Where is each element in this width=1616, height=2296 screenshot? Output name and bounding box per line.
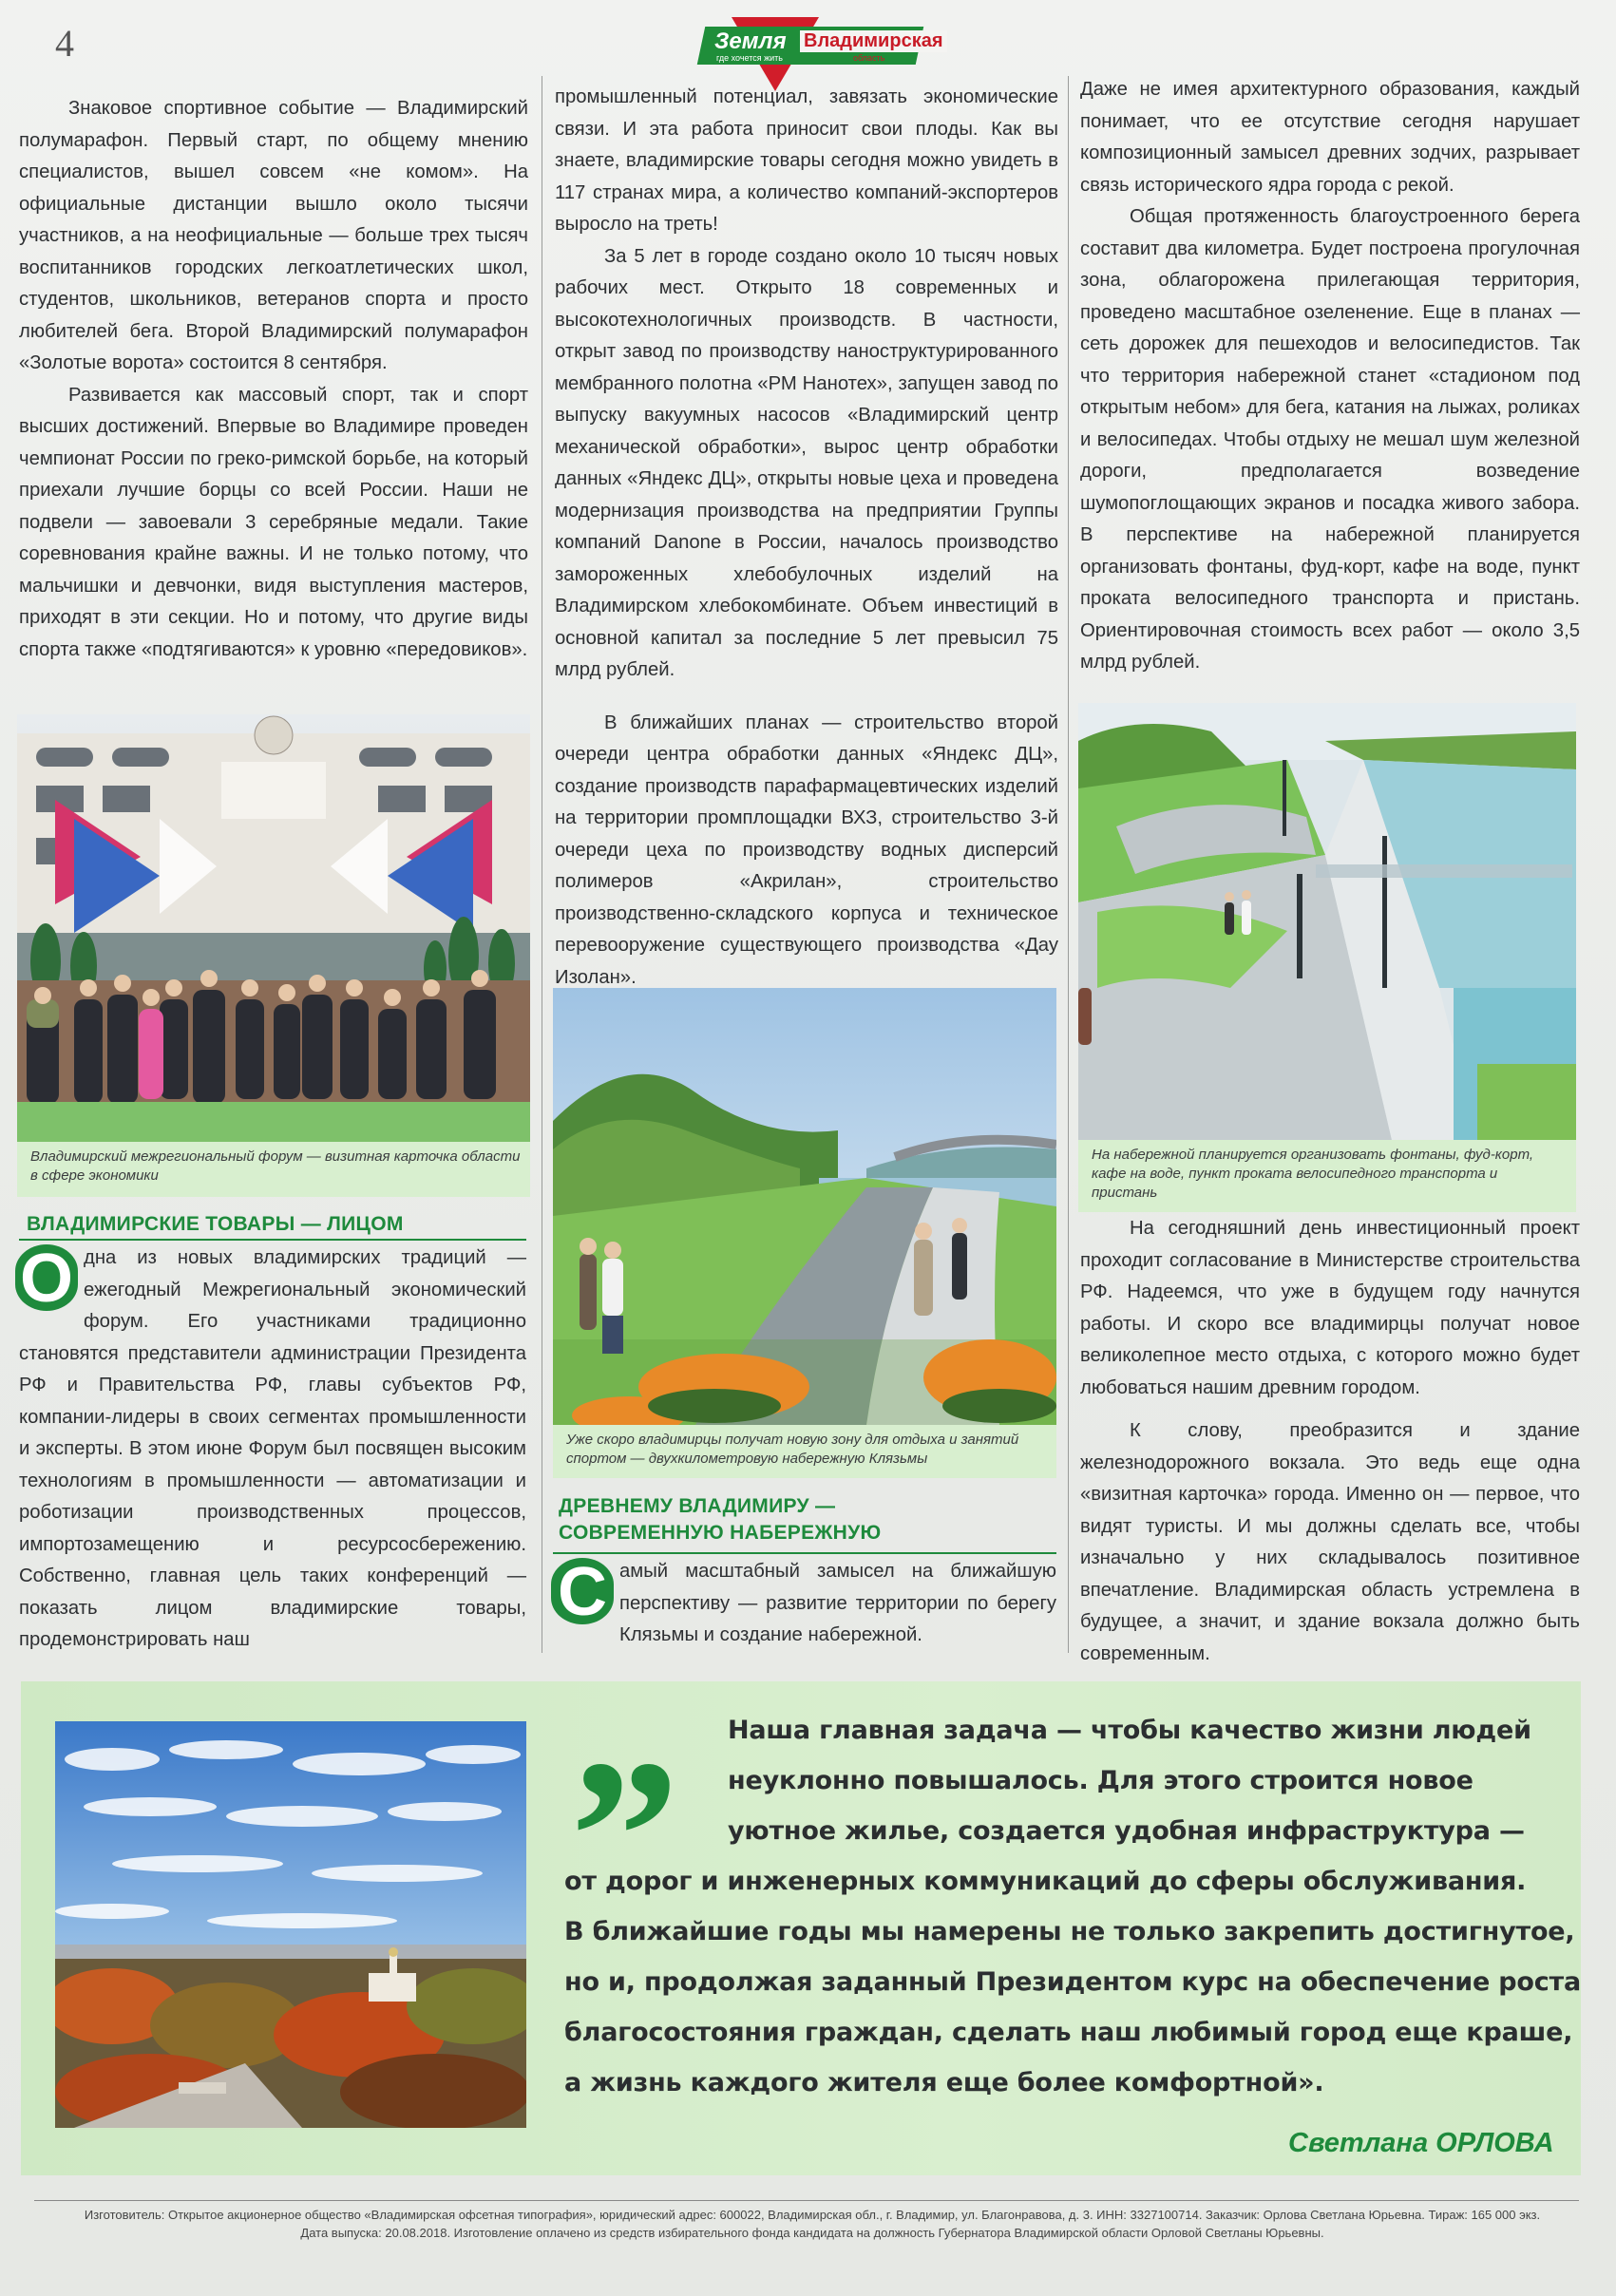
forum-photo-caption: Владимирский межрегиональный форум — визитная карточка области в сфере экономики bbox=[17, 1142, 530, 1197]
col3-paragraph-1: Даже не имея архитектурного образования, каждый понимает, что ее отсутствие сегодня нарушает композиционный замысел древних зодчих, разрывает связь исторического ядра города с рекой. bbox=[1080, 79, 1580, 196]
col2-paragraph-1: промышленный потенциал, завязать экономические связи. И эта работа приносит свои плоды. Как вы знаете, владимирские товары сегодня можно увидеть в 117 странах мира, а количество компаний-экспортеров выросло на треть! bbox=[555, 86, 1058, 235]
column-3-text bbox=[1080, 74, 1580, 679]
col3-paragraph-2: Общая протяженность благоустроенного берега составит два километра. Будет построена прогулочная зона, облагорожена прилегающая территория, проведено масштабное озеленение. Еще в планах — сеть дорожек для пешеходов и велосипедистов. Так что территория набережной станет «стадионом под открытым небом» для бега, катания на лыжах, роликах и велосипедах. Чтобы отдыху не мешал шум железной дороги, предполагается возведение шумопоглощающих экранов и посадка живого забора. В перспективе на набережной планируется организовать фонтаны, фуд-корт, кафе на воде, пункт проката велосипедного транспорта и пристань. Ориентировочная стоимость всех работ — около 3,5 млрд рублей. bbox=[1080, 206, 1580, 673]
quote-line-3: уютное жилье, создается удобная инфраструктура — bbox=[728, 1816, 1525, 1846]
col3-paragraph-3: На сегодняшний день инвестиционный проект проходит согласование в Министерстве строительства РФ. Надеемся, что уже в будущем году начнутся работы. И скоро все владимирцы получат новое великолепное место отдыха, с которого можно будет любоваться нашим древним городом. bbox=[1080, 1218, 1580, 1398]
heading-vladimir-goods: ВЛАДИМИРСКИЕ ТОВАРЫ — ЛИЦОМ bbox=[27, 1213, 404, 1235]
quote-text bbox=[564, 1705, 1582, 2108]
logo-word-zemlya: Земля bbox=[714, 28, 787, 54]
city-aerial-photo bbox=[55, 1721, 526, 2128]
article-embankment-text: амый масштабный замысел на ближайшую перспективу — развитие территории по берегу Клязьмы и создание набережной. bbox=[619, 1561, 1056, 1645]
footer-divider bbox=[34, 2200, 1579, 2201]
article-embankment bbox=[555, 1556, 1056, 1652]
promenade-photo-image bbox=[1078, 703, 1576, 1140]
promenade-photo bbox=[1078, 703, 1576, 1140]
city-aerial-photo-image bbox=[55, 1721, 526, 2128]
forum-photo bbox=[17, 714, 530, 1142]
heading-embankment-line-2: СОВРЕМЕННУЮ НАБЕРЕЖНУЮ bbox=[559, 1522, 882, 1544]
quote-line-8: а жизнь каждого жителя еще более комфортной». bbox=[564, 2068, 1324, 2097]
heading-underline-embankment bbox=[553, 1552, 1056, 1554]
quote-line-6: но и, продолжая заданный Президентом курс на обеспечение роста bbox=[564, 1967, 1582, 1997]
quote-line-7: благосостояния граждан, сделать наш любимый город еще краше, bbox=[564, 2018, 1573, 2047]
heading-modern-embankment bbox=[559, 1493, 881, 1546]
newspaper-logo bbox=[694, 17, 943, 91]
column-divider-2 bbox=[1068, 76, 1069, 1653]
embankment-photo-image bbox=[553, 988, 1056, 1425]
quote-line-5: В ближайшие годы мы намерены не только закрепить достигнутое, bbox=[564, 1917, 1575, 1946]
imprint-line-2: Дата выпуска: 20.08.2018. Изготовление оплачено из средств избирательного фонда кандидата на должность Губернатора Владимирской области Орловой Светланы Юрьевны. bbox=[300, 2226, 1324, 2240]
heading-underline-goods bbox=[19, 1239, 526, 1241]
article-goods-text: дна из новых владимирских традиций — ежегодный Межрегиональный экономический форум. Его участниками традиционно становятся представители администрации Президента РФ и Правительства РФ, главы субъектов РФ, компании-лидеры в своих сегментах промышленности и эксперты. В этом июне Форум был посвящен высоким технологиям в промышленности — автоматизации и роботизации производственных процессов, импортозамещению и ресурсосбережению. Собственно, главная цель таких конференций — показать лицом владимирские товары, продемонстрировать наш bbox=[19, 1247, 526, 1650]
article-vladimir-goods bbox=[19, 1243, 526, 1657]
embankment-photo bbox=[553, 988, 1056, 1425]
dropcap-s: С bbox=[551, 1558, 614, 1624]
column-1-text bbox=[19, 93, 528, 666]
col2-paragraph-2: За 5 лет в городе создано около 10 тысяч новых рабочих мест. Открыто 18 современных и высокотехнологичных производств. В частности, открыт завод по производству наноструктурированного мембранного полотна «РМ Нанотех», запущен завод по выпуску вакуумных насосов «Владимирский центр механической обработки», вырос центр обработки данных «Яндекс ДЦ», открыты новые цеха и проведена модернизация производства на предприятии Группы компаний Danone в России, началось производство замороженных хлебобулочных изделий на Владимирском хлебокомбинате. Объем инвестиций в основной капитал за последние 5 лет превысил 75 млрд рублей. bbox=[555, 245, 1058, 680]
column-3-text-continued bbox=[1080, 1213, 1580, 1670]
imprint-line-1: Изготовитель: Открытое акционерное общество «Владимирская офсетная типография», юридический адрес: 600022, Владимирская обл., г. Владимир, ул. Благонравова, д. 3. ИНН: 3327100714. Заказчик: Орлова Светлана Юрьевна. Тираж: 165 000 экз. bbox=[84, 2208, 1541, 2222]
page-number: 4 bbox=[55, 22, 74, 65]
col2-paragraph-3: В ближайших планах — строительство второй очереди центра обработки данных «Яндекс ДЦ», создание производств парафармацевтических изделий на территории промплощадки ВХЗ, строительство 3-й очереди цеха по производству водных дисперсий полимеров «Акрилан», строительство производственно-складского корпуса и техническое перевооружение существующего производства «Дау Изолан». bbox=[555, 712, 1058, 988]
column-2-text bbox=[555, 82, 1058, 994]
promenade-photo-caption: На набережной планируется организовать фонтаны, фуд-корт, кафе на воде, пункт проката велосипедного транспорта и пристань bbox=[1078, 1140, 1576, 1212]
forum-photo-image bbox=[17, 714, 530, 1142]
col3-paragraph-4: К слову, преобразится и здание железнодорожного вокзала. Это ведь еще одна «визитная карточка» города. Именно он — первое, что видят туристы. И мы должны сделать все, чтобы изначально у них складывалось позитивное впечатление. Владимирская область устремлена в будущее, а значит, и здание вокзала должно быть современным. bbox=[1080, 1420, 1580, 1664]
dropcap-o: О bbox=[15, 1244, 78, 1311]
embankment-photo-caption: Уже скоро владимирцы получат новую зону для отдыха и занятий спортом — двухкилометровую набережную Клязьмы bbox=[553, 1425, 1056, 1478]
col1-paragraph-1: Знаковое спортивное событие — Владимирский полумарафон. Первый старт, по общему мнению специалистов, вышел совсем «не комом». На официальные дистанции вышло около тысячи участников, а на неофициальные — больше трех тысяч воспитанников городских легкоатлетических школ, студентов, школьников, ветеранов спорта и просто любителей бега. Второй Владимирский полумарафон «Золотые ворота» состоится 8 сентября. bbox=[19, 98, 528, 373]
quote-author: Светлана ОРЛОВА bbox=[1288, 2128, 1554, 2158]
quote-mark: ” bbox=[570, 1715, 679, 1957]
quote-line-4: от дорог и инженерных коммуникаций до сферы обслуживания. bbox=[564, 1867, 1527, 1896]
heading-embankment-line-1: ДРЕВНЕМУ ВЛАДИМИРУ — bbox=[559, 1495, 836, 1517]
logo-word-vladimirskaya: Владимирская bbox=[800, 30, 947, 52]
logo-tagline: где хочется жить bbox=[716, 53, 783, 63]
quote-line-2: неуклонно повышалось. Для этого строится новое bbox=[728, 1766, 1473, 1795]
logo-sub: область bbox=[853, 53, 885, 63]
col1-paragraph-2: Развивается как массовый спорт, так и спорт высших достижений. Впервые во Владимире проведен чемпионат России по греко-римской борьбе, на который приехали лучшие борцы со всей России. Наши не подвели — завоевали 3 серебряные медали. Такие соревнования крайне важны. И не только потому, что мальчишки и девчонки, видя выступления мастеров, приходят в эти секции. Но и потому, что другие виды спорта также «подтягиваются» к уровню «передовиков». bbox=[19, 384, 528, 660]
imprint-footer bbox=[48, 2206, 1577, 2242]
quote-line-1: Наша главная задача — чтобы качество жизни людей bbox=[728, 1716, 1531, 1745]
